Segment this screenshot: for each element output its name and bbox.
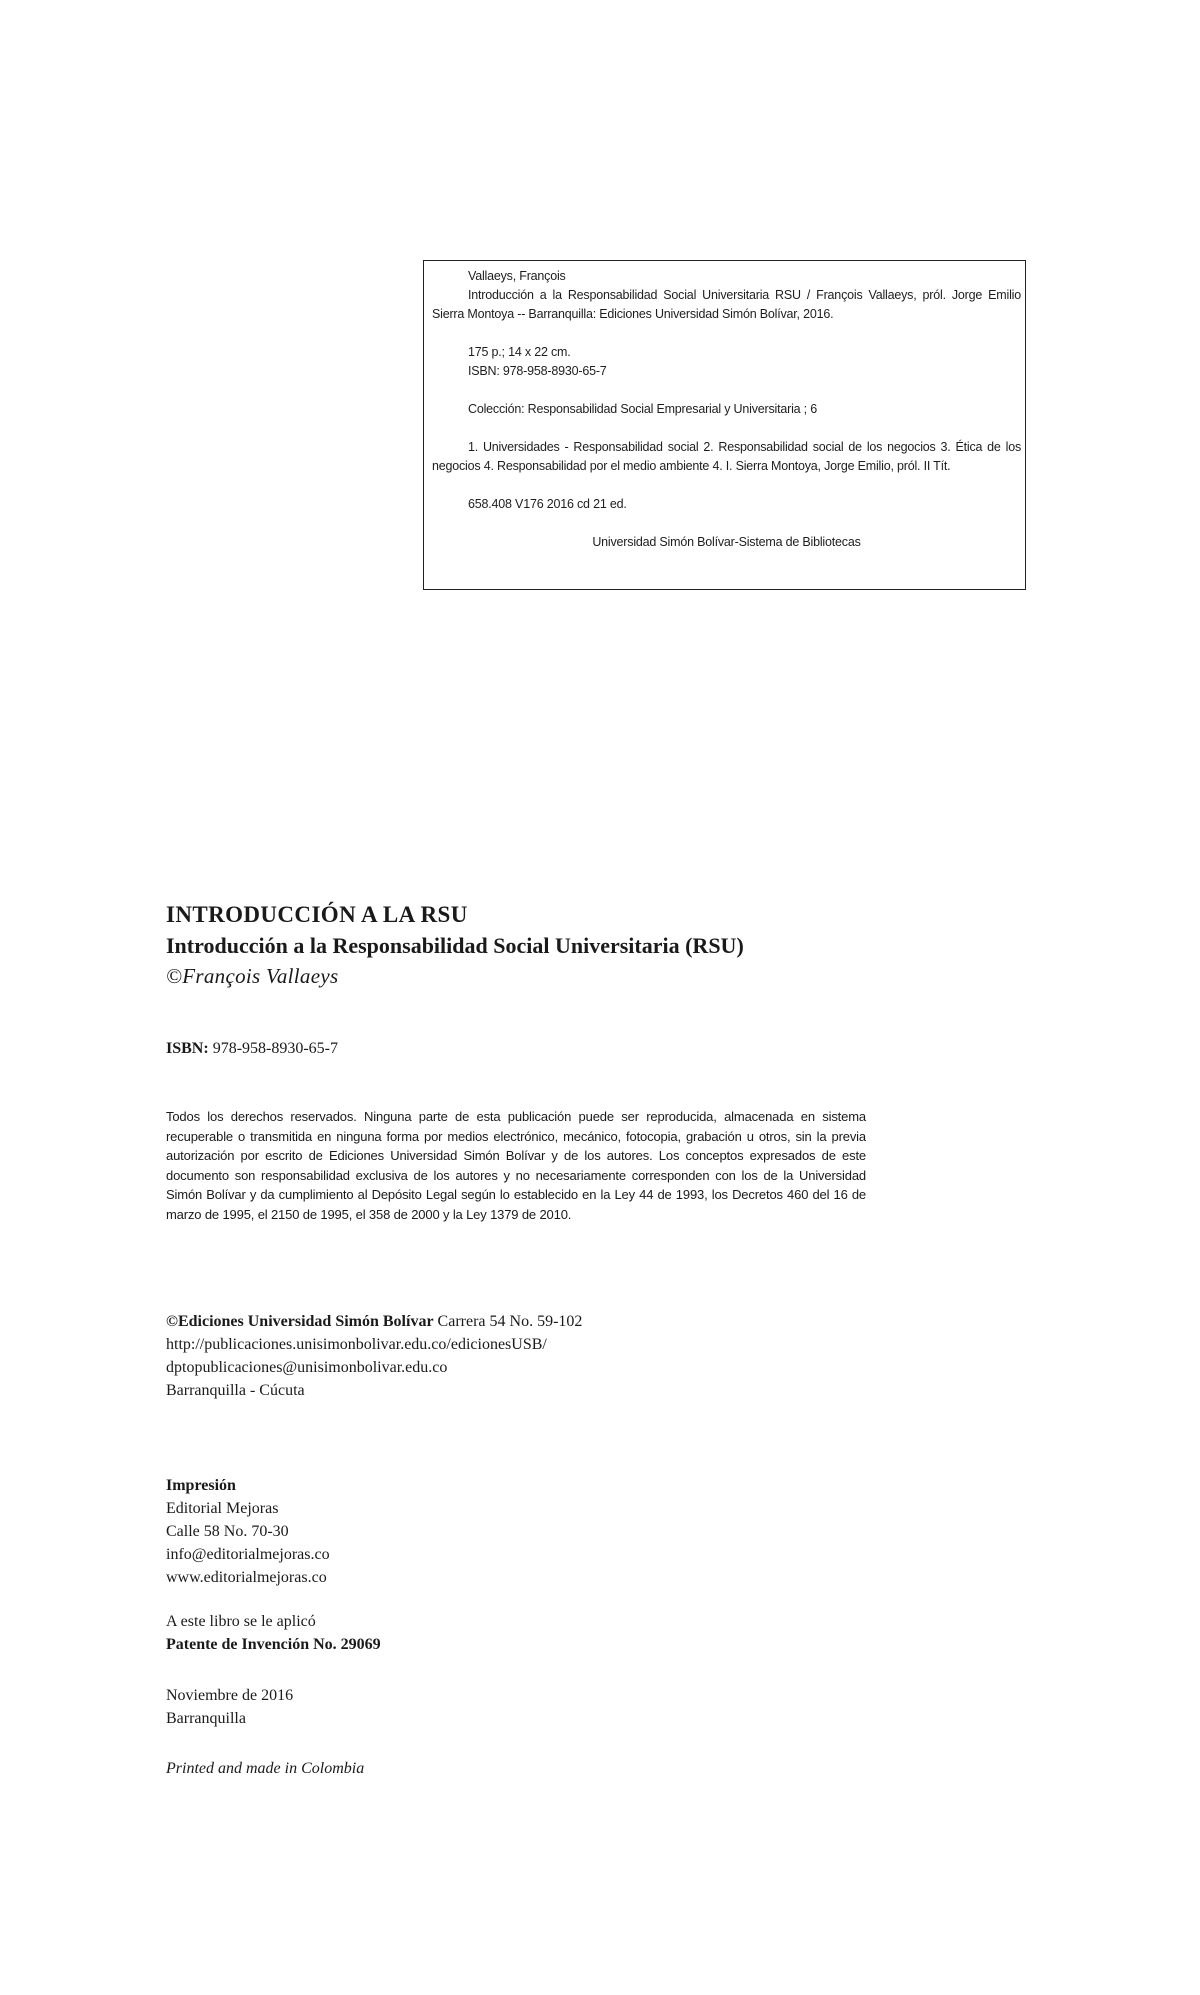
printing-company: Editorial Mejoras <box>166 1500 279 1517</box>
book-title-upper: INTRODUCCIÓN A LA RSU <box>166 902 468 927</box>
book-author: ©François Vallaeys <box>166 964 339 988</box>
edition-block <box>166 1684 293 1730</box>
isbn-label: ISBN: <box>166 1040 209 1057</box>
printing-address: Calle 58 No. 70-30 <box>166 1523 289 1540</box>
patent-line1: A este libro se le aplicó <box>166 1613 316 1630</box>
made-in-line: Printed and made in Colombia <box>166 1760 365 1777</box>
publisher-email[interactable]: dptopublicaciones@unisimonbolivar.edu.co <box>166 1359 448 1376</box>
isbn-line <box>166 1040 338 1058</box>
printing-heading: Impresión <box>166 1477 236 1494</box>
publisher-block <box>166 1310 686 1402</box>
printing-web[interactable]: www.editorialmejoras.co <box>166 1569 327 1586</box>
publisher-cities: Barranquilla - Cúcuta <box>166 1382 305 1399</box>
catalog-classification: 658.408 V176 2016 cd 21 ed. <box>468 497 627 511</box>
isbn-value: 978-958-8930-65-7 <box>212 1040 338 1057</box>
publisher-name: ©Ediciones Universidad Simón Bolívar <box>166 1313 434 1330</box>
printing-email[interactable]: info@editorialmejoras.co <box>166 1546 330 1563</box>
publisher-url[interactable]: http://publicaciones.unisimonbolivar.edu.co/edicionesUSB/ <box>166 1336 547 1353</box>
catalog-subjects: 1. Universidades - Responsabilidad social 2. Responsabilidad social de los negocios 3. Ética de los negocios 4. Responsabilidad por el medio ambiente 4. I. Sierra Montoya, Jorge Emilio, pról. II Tít. <box>432 440 1021 473</box>
catalog-card <box>423 260 1026 590</box>
catalog-entry: Introducción a la Responsabilidad Social Universitaria RSU / François Vallaeys, pról. Jorge Emilio Sierra Montoya -- Barranquilla: Ediciones Universidad Simón Bolívar, 2016. <box>432 288 1021 321</box>
catalog-pages: 175 p.; 14 x 22 cm. <box>468 345 571 359</box>
edition-city: Barranquilla <box>166 1710 246 1727</box>
book-title-full: Introducción a la Responsabilidad Social Universitaria (RSU) <box>166 933 744 958</box>
printing-block <box>166 1474 330 1589</box>
credits-section <box>166 900 866 1777</box>
edition-date: Noviembre de 2016 <box>166 1687 294 1704</box>
catalog-library: Universidad Simón Bolívar-Sistema de Bibliotecas <box>592 535 861 549</box>
rights-paragraph: Todos los derechos reservados. Ninguna parte de esta publicación puede ser reproducida, almacenada en sistema recuperable o transmitida en ninguna forma por medios electrónico, mecánico, fotocopia, grabación u otros, sin la previa autorización por escrito de Ediciones Universidad Simón Bolívar y de los autores. Los conceptos expresados de este documento son responsabilidad exclusiva de los autores y no necesariamente corresponden con los de la Universidad Simón Bolívar y da cumplimiento al Depósito Legal según lo establecido en la Ley 44 de 1993, los Decretos 460 del 16 de marzo de 1995, el 2150 de 1995, el 358 de 2000 y la Ley 1379 de 2010. <box>166 1109 866 1222</box>
publisher-address: Carrera 54 No. 59-102 <box>437 1313 583 1330</box>
catalog-collection: Colección: Responsabilidad Social Empresarial y Universitaria ; 6 <box>468 402 817 416</box>
patent-block <box>166 1610 381 1656</box>
patent-line2: Patente de Invención No. 29069 <box>166 1636 381 1653</box>
catalog-author: Vallaeys, François <box>468 269 566 283</box>
catalog-isbn: ISBN: 978-958-8930-65-7 <box>468 364 607 378</box>
